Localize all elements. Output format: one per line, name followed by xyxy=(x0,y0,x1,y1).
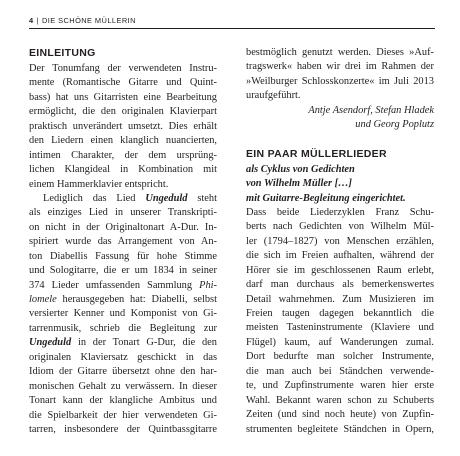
text-line: Flügel) kaum, auf Wanderungen zumal. xyxy=(246,336,434,348)
text-line: spiriert wurde das Arrangement von An- xyxy=(29,236,217,248)
running-title: DIE SCHÖNE MÜLLERIN xyxy=(41,16,136,25)
collection-title-part: lomele xyxy=(29,294,57,305)
paragraph-2 xyxy=(29,192,217,437)
text-line: ler (1794–1827) von Menschen erzählen, xyxy=(246,235,434,247)
text-line: und Sologitarre, die er um 1834 in seiner xyxy=(29,265,217,277)
paragraph-1 xyxy=(29,62,217,192)
text-line: Idiom der Gitarre übersetzt ohne den har- xyxy=(29,366,217,378)
author-line: und Georg Poplutz xyxy=(355,119,434,131)
text-line: Freien taugen dagegen bekanntlich die xyxy=(246,308,434,319)
running-header xyxy=(29,16,434,25)
text-line: tragswerk« haben wir drei im Rahmen der xyxy=(246,61,434,73)
subheading-line: von Wilhelm Müller […] xyxy=(246,178,352,190)
text-line: Lediglich das Lied Ungeduld steht xyxy=(43,192,217,204)
section-heading-einleitung: EINLEITUNG xyxy=(29,47,96,59)
text-line: 374 Lieder umfassenden Sammlung Phi- xyxy=(29,279,217,291)
text-line: ton Diabellis Fassung für hohe Stimme xyxy=(29,250,217,262)
text-line: tarrenmusik, schrieb die Begleitung zur xyxy=(29,322,217,334)
text-line: Ungeduld in der Tonart G-Dur, die den xyxy=(29,337,217,349)
song-title-ungeduld: Ungeduld xyxy=(145,192,188,204)
text-line: Tonart kann der klangliche Ambitus und xyxy=(29,395,217,407)
text-line: die Spielbarkeit der hier verwendeten Gi- xyxy=(29,409,217,421)
text-line: Hörer sie im geschlossenen Raum erlebt, xyxy=(246,264,434,276)
collection-title-part: Phi- xyxy=(199,279,217,291)
text-line: tarren, insbesondere der Quintbassgitarre xyxy=(29,423,217,435)
text-line: berts nach Gedichten von Wilhelm Mül- xyxy=(246,221,434,233)
text-line: darf man durchaus als bemerkenswertes xyxy=(246,279,434,291)
text-line: »Weilburger Schlosskonzerte« im Juli 2013 xyxy=(246,75,434,87)
text-line: bestmöglich genutzt werden. Dieses »Auf- xyxy=(246,47,434,58)
text-line: versierter Kenner und Komponist von Gi- xyxy=(29,308,217,320)
text-line: strumenten begleitete Ständchen in Opern, xyxy=(246,423,434,435)
page-number: 4 xyxy=(29,16,34,25)
header-separator: | xyxy=(36,16,39,25)
text-line: Detail wahrnehmen. Zum Musizieren im xyxy=(246,293,434,305)
text-line: Der Tonumfang der verwendeten Instru- xyxy=(29,63,217,74)
text-line: originalen Klaviersatz geschickt in das xyxy=(29,351,217,363)
subheading-line: als Cyklus von Gedichten xyxy=(246,163,355,175)
text-line: te, und Zupfinstrumente waren hier erste xyxy=(246,380,434,392)
text-line: lichen Klangideal in Kombination mit xyxy=(29,164,217,176)
text-line: mente (Romantische Gitarre und Quint- xyxy=(29,77,217,89)
header-rule xyxy=(29,28,435,29)
text-line: Zeiten (und sind noch heute) von Zupfin- xyxy=(246,409,434,421)
text-line: Wahl. Bekannt waren schon zu Schuberts xyxy=(246,394,434,406)
text-line: bass) hat uns Gitarristen eine Bearbeitung xyxy=(29,91,217,103)
text-line: ermöglicht, die den originalen Klavierpart xyxy=(29,106,217,118)
text-line: Dass beide Liederzyklen Franz Schu- xyxy=(246,206,434,218)
text-line: monischen Gehalt zu verwässern. In dieser xyxy=(29,380,217,392)
author-line: Antje Asendorf, Stefan Hladek xyxy=(308,104,434,116)
text-line: die man auch bei Ständchen verwende- xyxy=(246,365,434,377)
song-title-ungeduld: Ungeduld xyxy=(29,337,72,349)
text-line: on nicht in der Originaltonart A-Dur. In- xyxy=(29,221,217,233)
section-spacer xyxy=(246,133,434,147)
text-line: als einziges Lied in unserer Transkripti- xyxy=(29,207,217,219)
text-line: praktisch unverändert umsetzt. Dies erhält xyxy=(29,120,217,132)
text-line: intimen Charakter, der dem ursprüng- xyxy=(29,149,217,161)
text-line: uraufgeführt. xyxy=(246,90,301,102)
text-line: Dort bedurfte man solcher Instrumente, xyxy=(246,351,434,363)
left-column xyxy=(29,46,217,437)
right-column xyxy=(246,46,434,437)
section-heading-muellerlieder: EIN PAAR MÜLLERLIEDER xyxy=(246,147,387,160)
text-line: lomele herausgegeben hat: Diabelli, selbst xyxy=(29,294,217,305)
text-line: einem Hammerklavier entspricht. xyxy=(29,178,169,190)
text-line: meisten Tasteninstrumente (Klaviere und xyxy=(246,322,434,334)
subheading-line: mit Guitarre-Begleitung eingerichtet. xyxy=(246,192,406,204)
text-line: den Liedern einen klanglich nuancierten, xyxy=(29,135,217,147)
text-line: die sich im Freien aufhalten, während der xyxy=(246,250,434,262)
